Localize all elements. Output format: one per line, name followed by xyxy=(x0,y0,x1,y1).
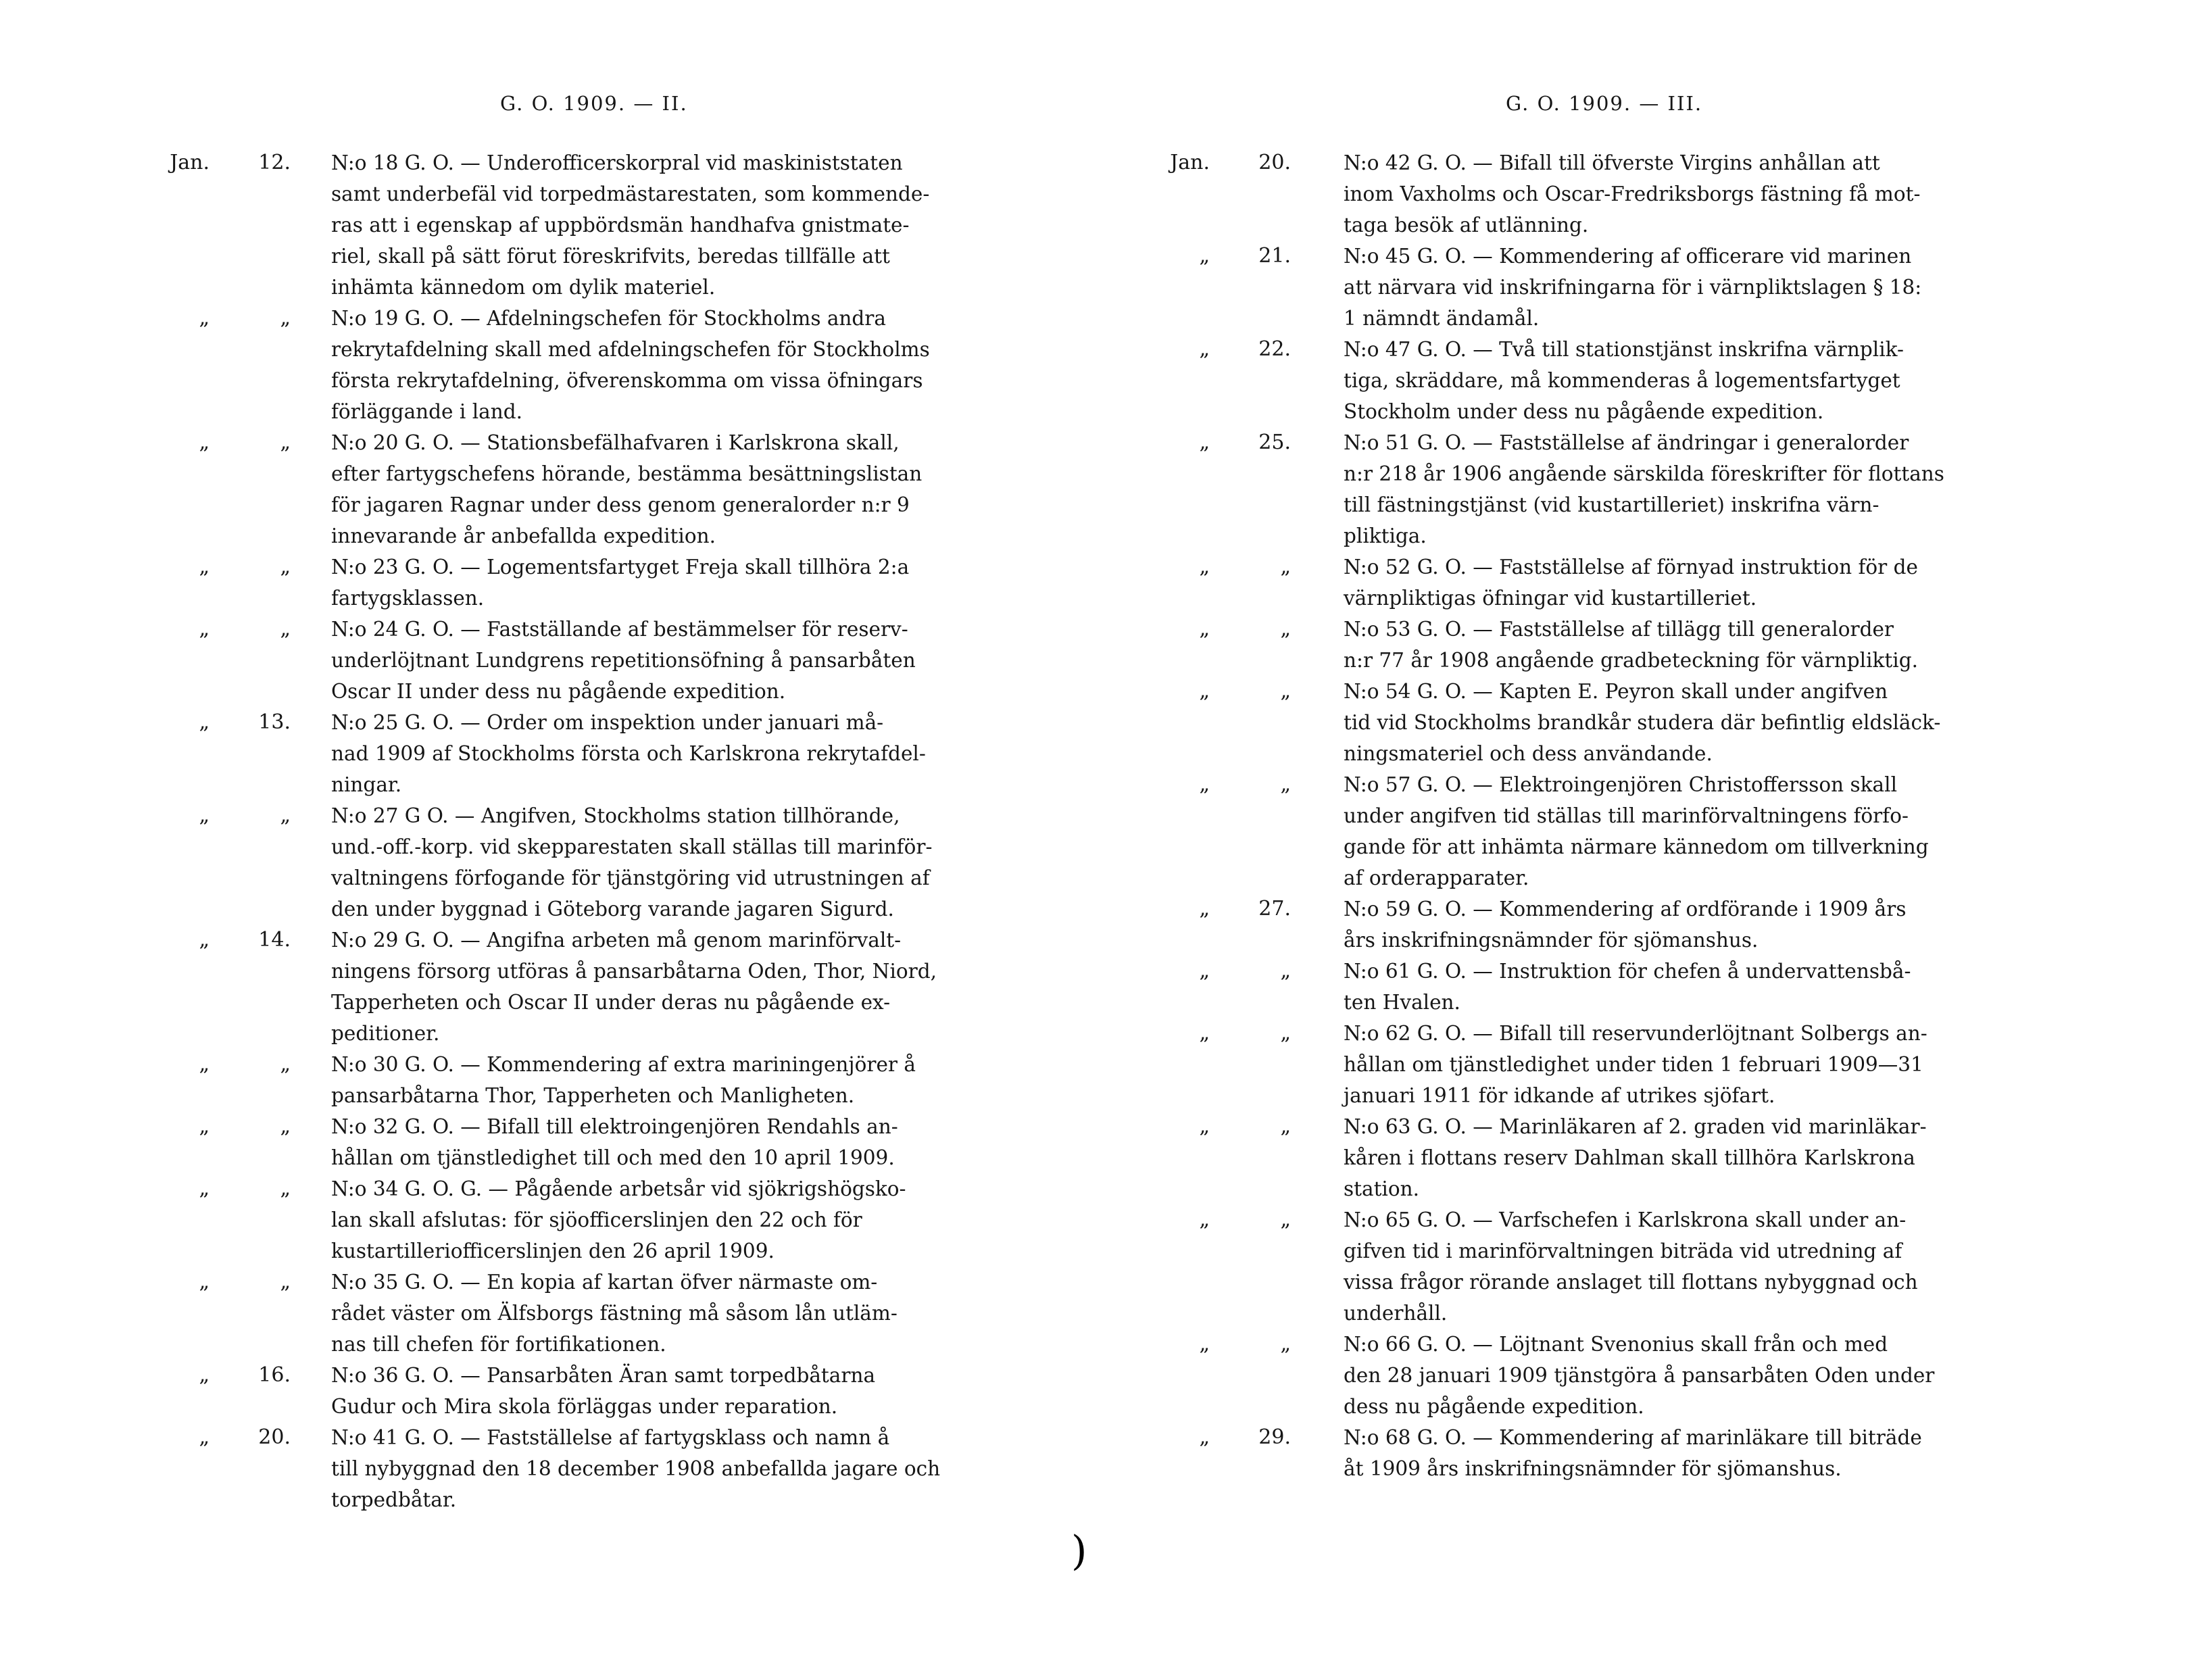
entry-text-line: tid vid Stockholms brandkår studera där befintlig eldsläck- xyxy=(1344,711,1941,734)
entry-text xyxy=(1344,552,2033,614)
order-entry xyxy=(0,1111,1021,1173)
entry-text xyxy=(1344,1018,2033,1111)
entry-text-line: ningens försorg utföras å pansarbåtarna Oden, Thor, Niord, xyxy=(331,960,937,983)
order-entry xyxy=(0,1422,1021,1515)
entry-day: „ xyxy=(280,617,291,641)
entry-month: „ xyxy=(199,431,210,454)
entry-day: 16. xyxy=(258,1363,291,1387)
entry-text-line: N:o 53 G. O. — Fastställelse af tillägg till generalorder xyxy=(1344,618,1894,641)
entry-month: „ xyxy=(199,1177,210,1200)
entry-text-line: hållan om tjänstledighet till och med den 10 april 1909. xyxy=(331,1146,895,1169)
entry-day: „ xyxy=(1280,1021,1291,1045)
left-entry-list xyxy=(0,147,1021,1515)
entry-text-line: års inskrifningsnämnder för sjömanshus. xyxy=(1344,929,1759,952)
entry-month: „ xyxy=(1199,959,1210,983)
order-entry xyxy=(0,1049,1021,1111)
entry-text xyxy=(331,1422,1021,1515)
entry-day: „ xyxy=(280,555,291,579)
entry-text-line: att närvara vid inskrifningarna för i värnpliktslagen § 18: xyxy=(1344,276,1922,299)
entry-day: „ xyxy=(280,1052,291,1076)
entry-text-line: N:o 24 G. O. — Fastställande af bestämmelser för reserv- xyxy=(331,618,908,641)
entry-day: „ xyxy=(280,1114,291,1138)
entry-text-line: N:o 41 G. O. — Fastställelse af fartygsklass och namn å xyxy=(331,1426,890,1449)
entry-text-line: rekrytafdelning skall med afdelningschefen för Stockholms xyxy=(331,338,930,361)
entry-text-line: värnpliktigas öfningar vid kustartilleriet. xyxy=(1344,587,1757,610)
entry-text-line: N:o 27 G O. — Angifven, Stockholms station tillhörande, xyxy=(331,804,900,827)
order-entry xyxy=(1108,956,2033,1018)
entry-text-line: N:o 23 G. O. — Logementsfartyget Freja skall tillhöra 2:a xyxy=(331,556,910,579)
entry-text-line: under angifven tid ställas till marinförvaltningens förfo- xyxy=(1344,804,1909,827)
entry-month: „ xyxy=(1199,1425,1210,1449)
entry-text-line: N:o 34 G. O. G. — Pågående arbetsår vid sjökrigshögsko- xyxy=(331,1177,906,1200)
entry-month: „ xyxy=(199,928,210,952)
entry-text-line: N:o 18 G. O. — Underofficerskorpral vid maskiniststaten xyxy=(331,151,903,174)
entry-month: „ xyxy=(199,1425,210,1449)
entry-text-line: inhämta kännedom om dylik materiel. xyxy=(331,276,716,299)
entry-month: Jan. xyxy=(170,151,210,174)
entry-text-line: N:o 62 G. O. — Bifall till reservunderlöjtnant Solbergs an- xyxy=(1344,1022,1927,1045)
order-entry xyxy=(0,1360,1021,1422)
entry-text-line: första rekrytafdelning, öfverenskomma om vissa öfningars xyxy=(331,369,923,392)
entry-text xyxy=(331,1049,1021,1111)
entry-text-line: januari 1911 för idkande af utrikes sjöfart. xyxy=(1344,1084,1775,1107)
entry-day: „ xyxy=(1280,555,1291,579)
order-entry xyxy=(1108,427,2033,552)
entry-text-line: innevarande år anbefallda expedition. xyxy=(331,524,716,547)
entry-text-line: N:o 61 G. O. — Instruktion för chefen å undervattensbå- xyxy=(1344,960,1911,983)
entry-text-line: 1 nämndt ändamål. xyxy=(1344,307,1540,330)
entry-month: „ xyxy=(1199,773,1210,796)
entry-text xyxy=(1344,956,2033,1018)
entry-month: „ xyxy=(199,710,210,734)
entry-text-line: för jagaren Ragnar under dess genom generalorder n:r 9 xyxy=(331,493,910,516)
entry-text-line: vissa frågor rörande anslaget till flottans nybyggnad och xyxy=(1344,1271,1918,1294)
entry-text-line: Oscar II under dess nu pågående expedition. xyxy=(331,680,786,703)
entry-text-line: N:o 30 G. O. — Kommendering af extra mariningenjörer å xyxy=(331,1053,916,1076)
entry-text-line: valtningens förfogande för tjänstgöring vid utrustningen af xyxy=(331,866,930,889)
entry-text xyxy=(331,147,1021,303)
entry-day: „ xyxy=(280,1270,291,1294)
entry-text xyxy=(331,1173,1021,1267)
entry-text-line: samt underbefäl vid torpedmästarestaten, som kommende- xyxy=(331,182,930,205)
entry-text xyxy=(331,1111,1021,1173)
entry-text-line: ningar. xyxy=(331,773,402,796)
entry-text-line: rådet väster om Älfsborgs fästning må såsom lån utläm- xyxy=(331,1302,898,1325)
entry-text-line: lan skall afslutas: för sjöofficerslinjen den 22 och för xyxy=(331,1208,862,1231)
entry-day: „ xyxy=(1280,617,1291,641)
entry-text-line: N:o 52 G. O. — Fastställelse af förnyad instruktion för de xyxy=(1344,556,1918,579)
entry-text-line: N:o 66 G. O. — Löjtnant Svenonius skall från och med xyxy=(1344,1333,1888,1356)
entry-text-line: ras att i egenskap af uppbördsmän handhafva gnistmate- xyxy=(331,214,910,237)
order-entry xyxy=(1108,334,2033,427)
entry-day: 22. xyxy=(1258,337,1291,361)
entry-text-line: N:o 29 G. O. — Angifna arbeten må genom marinförvalt- xyxy=(331,929,902,952)
entry-day: „ xyxy=(280,431,291,454)
entry-month: „ xyxy=(1199,555,1210,579)
order-entry xyxy=(1108,552,2033,614)
entry-text xyxy=(1344,1204,2033,1329)
entry-month: „ xyxy=(1199,679,1210,703)
entry-month: „ xyxy=(1199,1114,1210,1138)
order-entry xyxy=(0,925,1021,1049)
entry-text-line: gande för att inhämta närmare kännedom om tillverkning xyxy=(1344,835,1929,858)
entry-text xyxy=(331,552,1021,614)
entry-day: 20. xyxy=(258,1425,291,1449)
entry-text-line: ningsmateriel och dess användande. xyxy=(1344,742,1713,765)
entry-day: 20. xyxy=(1258,151,1291,174)
entry-text-line: den 28 januari 1909 tjänstgöra å pansarbåten Oden under xyxy=(1344,1364,1935,1387)
entry-text-line: N:o 32 G. O. — Bifall till elektroingenjören Rendahls an- xyxy=(331,1115,898,1138)
order-entry xyxy=(1108,1111,2033,1204)
entry-text-line: gifven tid i marinförvaltningen biträda vid utredning af xyxy=(1344,1240,1902,1263)
entry-text-line: und.-off.-korp. vid skepparestaten skall ställas till marinför- xyxy=(331,835,933,858)
entry-text-line: fartygsklassen. xyxy=(331,587,485,610)
page-fold-mark: ) xyxy=(1071,1527,1087,1575)
entry-text-line: N:o 19 G. O. — Afdelningschefen för Stockholms andra xyxy=(331,307,887,330)
entry-text-line: n:r 77 år 1908 angående gradbeteckning för värnpliktig. xyxy=(1344,649,1918,672)
entry-text xyxy=(1344,147,2033,241)
entry-text-line: N:o 63 G. O. — Marinläkaren af 2. graden vid marinläkar- xyxy=(1344,1115,1927,1138)
entry-month: „ xyxy=(1199,337,1210,361)
entry-text-line: kåren i flottans reserv Dahlman skall tillhöra Karlskrona xyxy=(1344,1146,1915,1169)
entry-text-line: den under byggnad i Göteborg varande jagaren Sigurd. xyxy=(331,898,894,921)
entry-text-line: förläggande i land. xyxy=(331,400,522,423)
order-entry xyxy=(1108,1329,2033,1422)
entry-text xyxy=(331,303,1021,427)
entry-day: „ xyxy=(280,804,291,827)
entry-text-line: N:o 57 G. O. — Elektroingenjören Christoffersson skall xyxy=(1344,773,1898,796)
entry-text-line: N:o 36 G. O. — Pansarbåten Äran samt torpedbåtarna xyxy=(331,1364,876,1387)
order-entry xyxy=(0,147,1021,303)
entry-text-line: nas till chefen för fortifikationen. xyxy=(331,1333,666,1356)
entry-month: Jan. xyxy=(1170,151,1210,174)
entry-month: „ xyxy=(1199,431,1210,454)
entry-month: „ xyxy=(199,1114,210,1138)
entry-month: „ xyxy=(199,555,210,579)
entry-month: „ xyxy=(1199,1332,1210,1356)
entry-day: „ xyxy=(1280,1208,1291,1231)
order-entry xyxy=(1108,769,2033,893)
entry-text-line: N:o 54 G. O. — Kapten E. Peyron skall under angifven xyxy=(1344,680,1888,703)
entry-text xyxy=(1344,427,2033,552)
right-page xyxy=(1108,0,2212,1666)
entry-text-line: till nybyggnad den 18 december 1908 anbefallda jagare och xyxy=(331,1457,941,1480)
entry-text xyxy=(1344,1111,2033,1204)
entry-text-line: dess nu pågående expedition. xyxy=(1344,1395,1644,1418)
entry-text xyxy=(1344,1329,2033,1422)
right-entry-list xyxy=(1108,147,2033,1484)
entry-text xyxy=(1344,334,2033,427)
entry-month: „ xyxy=(1199,244,1210,268)
entry-month: „ xyxy=(199,1363,210,1387)
entry-text-line: af orderapparater. xyxy=(1344,866,1529,889)
entry-month: „ xyxy=(199,617,210,641)
entry-text-line: torpedbåtar. xyxy=(331,1488,457,1511)
entry-day: „ xyxy=(280,1177,291,1200)
entry-month: „ xyxy=(199,1052,210,1076)
entry-text-line: nad 1909 af Stockholms första och Karlskrona rekrytafdel- xyxy=(331,742,926,765)
entry-text-line: riel, skall på sätt förut föreskrifvits, beredas tillfälle att xyxy=(331,245,890,268)
entry-text-line: inom Vaxholms och Oscar-Fredriksborgs fästning få mot- xyxy=(1344,182,1921,205)
entry-month: „ xyxy=(199,1270,210,1294)
entry-text-line: underhåll. xyxy=(1344,1302,1448,1325)
entry-text xyxy=(331,1267,1021,1360)
order-entry xyxy=(1108,1422,2033,1484)
entry-text xyxy=(331,925,1021,1049)
entry-text-line: N:o 47 G. O. — Två till stationstjänst inskrifna värnplik- xyxy=(1344,338,1904,361)
entry-text xyxy=(1344,614,2033,676)
right-page-header: G. O. 1909. — III. xyxy=(1506,92,1703,115)
entry-text-line: pliktiga. xyxy=(1344,524,1427,547)
order-entry xyxy=(1108,614,2033,676)
entry-text-line: N:o 68 G. O. — Kommendering af marinläkare till biträde xyxy=(1344,1426,1922,1449)
entry-text-line: till fästningstjänst (vid kustartilleriet) inskrifna värn- xyxy=(1344,493,1879,516)
entry-day: „ xyxy=(1280,679,1291,703)
order-entry xyxy=(1108,241,2033,334)
order-entry xyxy=(0,800,1021,925)
entry-day: „ xyxy=(280,306,291,330)
entry-text xyxy=(1344,1422,2033,1484)
entry-text-line: efter fartygschefens hörande, bestämma besättningslistan xyxy=(331,462,923,485)
entry-text xyxy=(1344,676,2033,769)
entry-text-line: N:o 42 G. O. — Bifall till öfverste Virgins anhållan att xyxy=(1344,151,1880,174)
entry-day: 12. xyxy=(258,151,291,174)
entry-text xyxy=(331,707,1021,800)
entry-text xyxy=(1344,893,2033,956)
entry-month: „ xyxy=(1199,617,1210,641)
entry-text-line: N:o 35 G. O. — En kopia af kartan öfver närmaste om- xyxy=(331,1271,878,1294)
entry-month: „ xyxy=(1199,1208,1210,1231)
entry-text-line: station. xyxy=(1344,1177,1420,1200)
entry-month: „ xyxy=(199,804,210,827)
entry-text-line: Tapperheten och Oscar II under deras nu pågående ex- xyxy=(331,991,891,1014)
entry-text-line: taga besök af utlänning. xyxy=(1344,214,1589,237)
entry-text-line: N:o 65 G. O. — Varfschefen i Karlskrona skall under an- xyxy=(1344,1208,1907,1231)
order-entry xyxy=(0,1173,1021,1267)
entry-month: „ xyxy=(1199,897,1210,921)
entry-month: „ xyxy=(1199,1021,1210,1045)
left-page-header: G. O. 1909. — II. xyxy=(500,92,688,115)
entry-text-line: åt 1909 års inskrifningsnämnder för sjömanshus. xyxy=(1344,1457,1842,1480)
entry-day: „ xyxy=(1280,1114,1291,1138)
entry-text-line: tiga, skräddare, må kommenderas å logementsfartyget xyxy=(1344,369,1900,392)
entry-text-line: N:o 45 G. O. — Kommendering af officerare vid marinen xyxy=(1344,245,1912,268)
entry-text-line: n:r 218 år 1906 angående särskilda föreskrifter för flottans xyxy=(1344,462,1944,485)
entry-month: „ xyxy=(199,306,210,330)
order-entry xyxy=(0,303,1021,427)
order-entry xyxy=(0,614,1021,707)
entry-day: 29. xyxy=(1258,1425,1291,1449)
entry-text-line: N:o 20 G. O. — Stationsbefälhafvaren i Karlskrona skall, xyxy=(331,431,900,454)
order-entry xyxy=(1108,893,2033,956)
entry-day: 25. xyxy=(1258,431,1291,454)
order-entry xyxy=(0,707,1021,800)
entry-day: „ xyxy=(1280,773,1291,796)
order-entry xyxy=(1108,1018,2033,1111)
entry-day: 14. xyxy=(258,928,291,952)
entry-text xyxy=(1344,241,2033,334)
entry-day: 13. xyxy=(258,710,291,734)
order-entry xyxy=(0,1267,1021,1360)
entry-text xyxy=(331,427,1021,552)
entry-text-line: hållan om tjänstledighet under tiden 1 februari 1909—31 xyxy=(1344,1053,1923,1076)
entry-day: 27. xyxy=(1258,897,1291,921)
entry-text-line: Gudur och Mira skola förläggas under reparation. xyxy=(331,1395,838,1418)
entry-text-line: kustartilleriofficerslinjen den 26 april 1909. xyxy=(331,1240,775,1263)
entry-text xyxy=(331,1360,1021,1422)
entry-day: „ xyxy=(1280,1332,1291,1356)
entry-text-line: peditioner. xyxy=(331,1022,440,1045)
order-entry xyxy=(0,552,1021,614)
entry-day: „ xyxy=(1280,959,1291,983)
entry-text-line: Stockholm under dess nu pågående expedition. xyxy=(1344,400,1824,423)
entry-text-line: N:o 51 G. O. — Fastställelse af ändringar i generalorder xyxy=(1344,431,1909,454)
entry-text-line: pansarbåtarna Thor, Tapperheten och Manligheten. xyxy=(331,1084,855,1107)
order-entry xyxy=(1108,1204,2033,1329)
entry-text xyxy=(1344,769,2033,893)
order-entry xyxy=(1108,676,2033,769)
order-entry xyxy=(0,427,1021,552)
entry-text-line: N:o 59 G. O. — Kommendering af ordförande i 1909 års xyxy=(1344,898,1907,921)
entry-day: 21. xyxy=(1258,244,1291,268)
order-entry xyxy=(1108,147,2033,241)
entry-text xyxy=(331,800,1021,925)
entry-text-line: ten Hvalen. xyxy=(1344,991,1460,1014)
entry-text xyxy=(331,614,1021,707)
entry-text-line: N:o 25 G. O. — Order om inspektion under januari må- xyxy=(331,711,884,734)
entry-text-line: underlöjtnant Lundgrens repetitionsöfning å pansarbåten xyxy=(331,649,916,672)
